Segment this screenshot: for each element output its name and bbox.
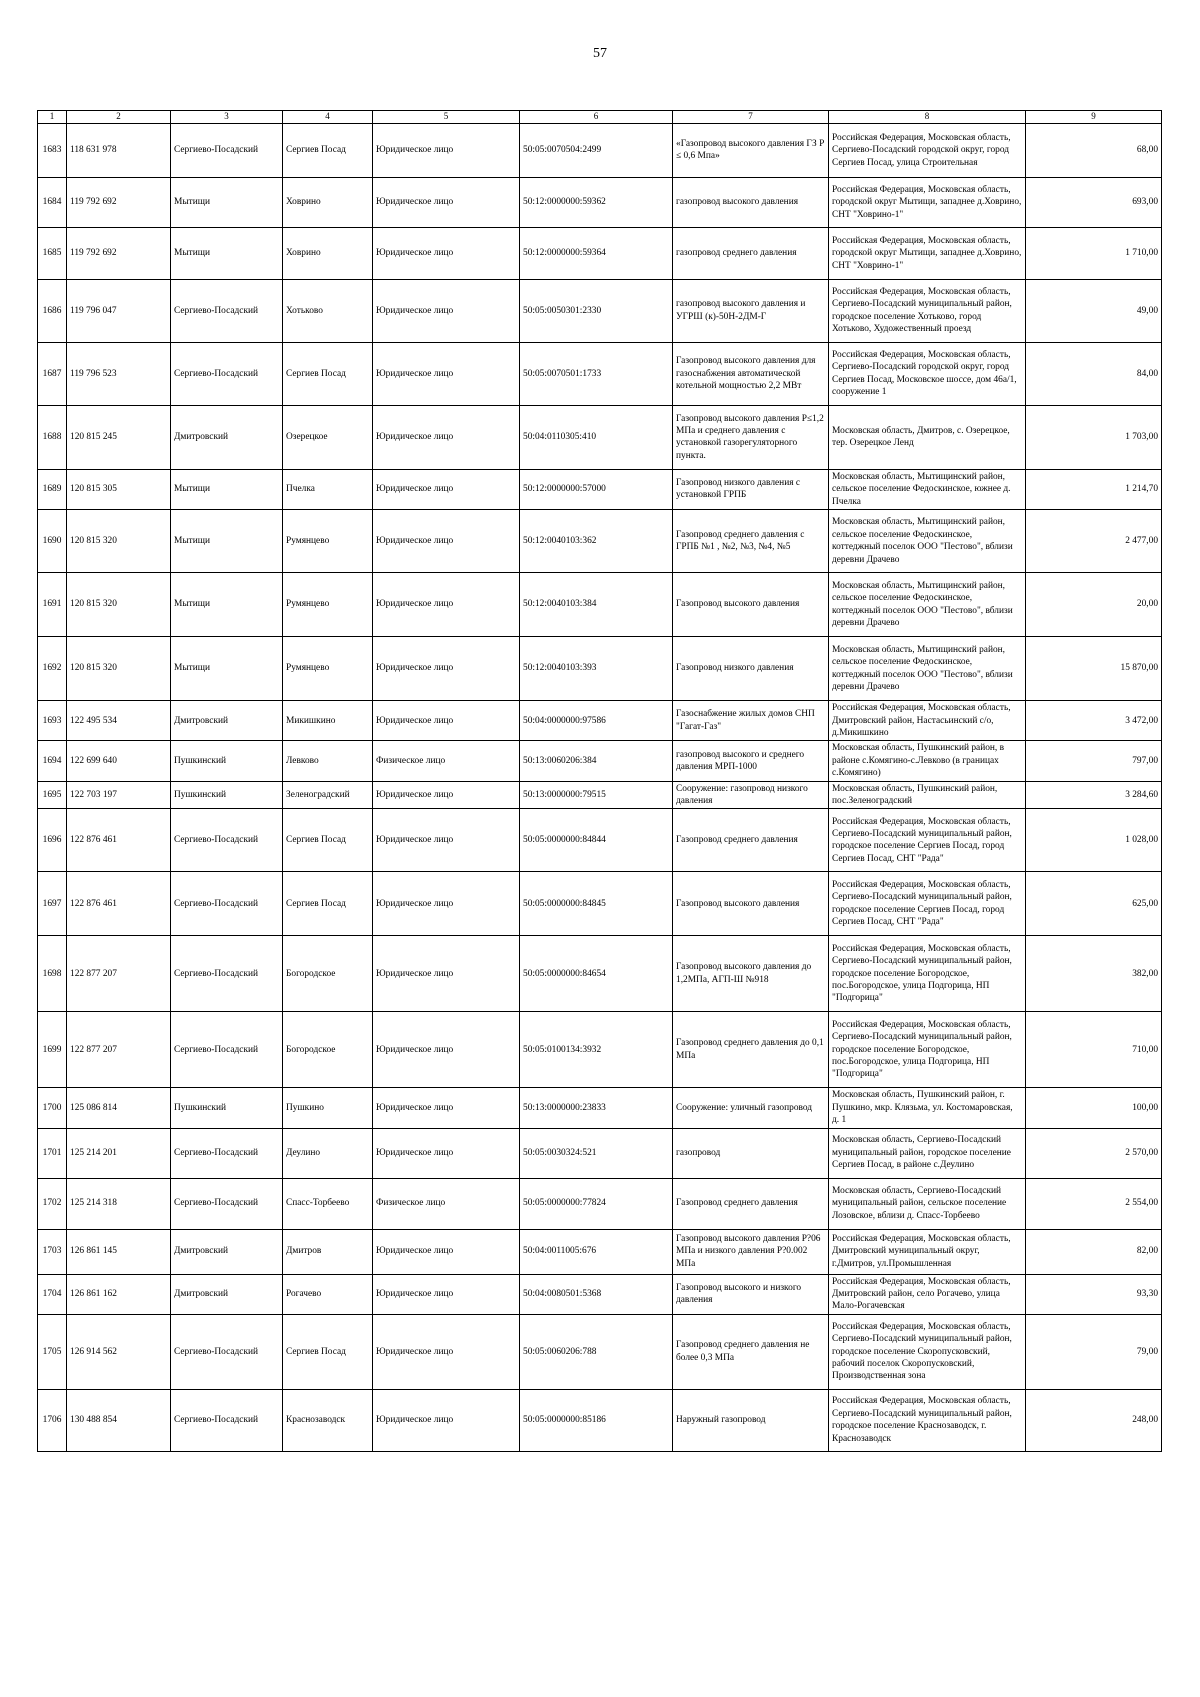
cadastral-number-cell: 50:05:0000000:84654 [520,936,673,1012]
column-header: 6 [520,111,673,124]
code-cell: 122 703 197 [67,781,171,809]
district-cell: Сергиево-Посадский [171,1012,283,1088]
row-number-cell: 1699 [38,1012,67,1088]
locality-cell: Рогачево [283,1274,373,1314]
length-cell: 797,00 [1026,741,1162,781]
column-header: 7 [673,111,829,124]
owner-type-cell: Юридическое лицо [373,510,520,573]
facility-name-cell: Газопровод среднего давления не более 0,3 МПа [673,1314,829,1389]
table-row [38,1389,1162,1451]
facility-name-cell: Газоснабжение жилых домов СНП "Гагат-Газ" [673,701,829,741]
code-cell: 122 877 207 [67,1012,171,1088]
facility-name-cell: газопровод [673,1128,829,1178]
length-cell: 248,00 [1026,1389,1162,1451]
district-cell: Сергиево-Посадский [171,279,283,342]
row-number-cell: 1688 [38,405,67,469]
length-cell: 1 028,00 [1026,809,1162,872]
owner-type-cell: Юридическое лицо [373,936,520,1012]
cadastral-number-cell: 50:04:0110305:410 [520,405,673,469]
code-cell: 120 815 320 [67,573,171,637]
code-cell: 122 876 461 [67,872,171,936]
address-cell: Московская область, Пушкинский район, в районе с.Комягино-с.Левково (в границах с.Комягино) [829,741,1026,781]
locality-cell: Пчелка [283,469,373,509]
row-number-cell: 1690 [38,510,67,573]
owner-type-cell: Юридическое лицо [373,781,520,809]
owner-type-cell: Юридическое лицо [373,701,520,741]
column-header: 5 [373,111,520,124]
length-cell: 1 710,00 [1026,227,1162,279]
facility-name-cell: газопровод высокого давления и УГРШ (к)-50Н-2ДМ-Г [673,279,829,342]
facility-name-cell: Наружный газопровод [673,1389,829,1451]
code-cell: 120 815 245 [67,405,171,469]
code-cell: 122 699 640 [67,741,171,781]
column-header: 4 [283,111,373,124]
locality-cell: Сергиев Посад [283,809,373,872]
length-cell: 2 570,00 [1026,1128,1162,1178]
address-cell: Российская Федерация, Московская область, Сергиево-Посадский муниципальный район, городское поселение Краснозаводск, г. Краснозаводск [829,1389,1026,1451]
table-row [38,781,1162,809]
locality-cell: Богородское [283,936,373,1012]
address-cell: Московская область, Сергиево-Посадский муниципальный район, городское поселение Сергиев Посад, в районе с.Деулино [829,1128,1026,1178]
table-row [38,1178,1162,1229]
district-cell: Сергиево-Посадский [171,1389,283,1451]
district-cell: Мытищи [171,510,283,573]
locality-cell: Богородское [283,1012,373,1088]
code-cell: 126 861 162 [67,1274,171,1314]
code-cell: 120 815 305 [67,469,171,509]
table-row [38,701,1162,741]
row-number-cell: 1697 [38,872,67,936]
locality-cell: Озерецкое [283,405,373,469]
length-cell: 68,00 [1026,123,1162,177]
table-row [38,123,1162,177]
row-number-cell: 1701 [38,1128,67,1178]
district-cell: Сергиево-Посадский [171,872,283,936]
district-cell: Сергиево-Посадский [171,1314,283,1389]
column-header: 9 [1026,111,1162,124]
length-cell: 20,00 [1026,573,1162,637]
facility-name-cell: Газопровод высокого давления [673,872,829,936]
code-cell: 122 877 207 [67,936,171,1012]
owner-type-cell: Физическое лицо [373,1178,520,1229]
address-cell: Московская область, Мытищинский район, сельское поселение Федоскинское, коттеджный поселок ООО "Пестово", вблизи деревни Драчево [829,510,1026,573]
locality-cell: Румянцево [283,573,373,637]
row-number-cell: 1685 [38,227,67,279]
table-header-row [38,111,1162,124]
address-cell: Российская Федерация, Московская область, Сергиево-Посадский муниципальный район, городское поселение Сергиев Посад, город Сергиев Посад, СНТ "Рада" [829,809,1026,872]
locality-cell: Ховрино [283,177,373,227]
cadastral-number-cell: 50:12:0000000:59364 [520,227,673,279]
length-cell: 2 554,00 [1026,1178,1162,1229]
owner-type-cell: Юридическое лицо [373,637,520,701]
locality-cell: Румянцево [283,637,373,701]
row-number-cell: 1698 [38,936,67,1012]
length-cell: 79,00 [1026,1314,1162,1389]
owner-type-cell: Юридическое лицо [373,177,520,227]
locality-cell: Левково [283,741,373,781]
locality-cell: Зеленоградский [283,781,373,809]
length-cell: 49,00 [1026,279,1162,342]
district-cell: Мытищи [171,573,283,637]
facility-name-cell: Газопровод среднего давления с ГРПБ №1 , №2, №3, №4, №5 [673,510,829,573]
column-header: 2 [67,111,171,124]
district-cell: Пушкинский [171,1088,283,1128]
code-cell: 122 495 534 [67,701,171,741]
owner-type-cell: Юридическое лицо [373,1274,520,1314]
address-cell: Российская Федерация, Московская область, Сергиево-Посадский муниципальный район, городское поселение Хотьково, город Хотьково, Художественный проезд [829,279,1026,342]
district-cell: Сергиево-Посадский [171,1178,283,1229]
row-number-cell: 1684 [38,177,67,227]
district-cell: Сергиево-Посадский [171,936,283,1012]
length-cell: 693,00 [1026,177,1162,227]
cadastral-number-cell: 50:05:0000000:77824 [520,1178,673,1229]
locality-cell: Сергиев Посад [283,342,373,405]
code-cell: 126 861 145 [67,1229,171,1274]
district-cell: Сергиево-Посадский [171,1128,283,1178]
address-cell: Московская область, Мытищинский район, сельское поселение Федоскинское, коттеджный поселок ООО "Пестово", вблизи деревни Драчево [829,573,1026,637]
code-cell: 120 815 320 [67,637,171,701]
table-row [38,809,1162,872]
facility-name-cell: Сооружение: уличный газопровод [673,1088,829,1128]
code-cell: 125 214 201 [67,1128,171,1178]
owner-type-cell: Физическое лицо [373,741,520,781]
address-cell: Российская Федерация, Московская область, Сергиево-Посадский муниципальный район, городское поселение Сергиев Посад, город Сергиев Посад, СНТ "Рада" [829,872,1026,936]
address-cell: Российская Федерация, Московская область, Сергиево-Посадский городской округ, город Сергиев Посад, улица Строительная [829,123,1026,177]
owner-type-cell: Юридическое лицо [373,809,520,872]
row-number-cell: 1706 [38,1389,67,1451]
code-cell: 119 792 692 [67,227,171,279]
district-cell: Пушкинский [171,781,283,809]
code-cell: 119 796 047 [67,279,171,342]
facility-name-cell: Газопровод низкого давления [673,637,829,701]
cadastral-number-cell: 50:13:0000000:79515 [520,781,673,809]
column-header: 8 [829,111,1026,124]
district-cell: Дмитровский [171,1229,283,1274]
table-row [38,1229,1162,1274]
facility-name-cell: газопровод высокого и среднего давления МРП-1000 [673,741,829,781]
registry-table [37,110,1162,1452]
cadastral-number-cell: 50:13:0060206:384 [520,741,673,781]
address-cell: Российская Федерация, Московская область, Дмитровский район, Настасьинский с/о, д.Микишкино [829,701,1026,741]
owner-type-cell: Юридическое лицо [373,1389,520,1451]
table-row [38,227,1162,279]
cadastral-number-cell: 50:12:0000000:57000 [520,469,673,509]
owner-type-cell: Юридическое лицо [373,469,520,509]
row-number-cell: 1700 [38,1088,67,1128]
facility-name-cell: Газопровод высокого давления для газоснабжения автоматической котельной мощностью 2,2 МВт [673,342,829,405]
facility-name-cell: Газопровод среднего давления до 0,1 МПа [673,1012,829,1088]
facility-name-cell: газопровод среднего давления [673,227,829,279]
table-row [38,1314,1162,1389]
row-number-cell: 1693 [38,701,67,741]
code-cell: 126 914 562 [67,1314,171,1389]
locality-cell: Краснозаводск [283,1389,373,1451]
cadastral-number-cell: 50:12:0040103:384 [520,573,673,637]
row-number-cell: 1703 [38,1229,67,1274]
length-cell: 15 870,00 [1026,637,1162,701]
length-cell: 3 472,00 [1026,701,1162,741]
address-cell: Московская область, Мытищинский район, сельское поселение Федоскинское, коттеджный поселок ООО "Пестово", вблизи деревни Драчево [829,637,1026,701]
row-number-cell: 1687 [38,342,67,405]
table-row [38,573,1162,637]
row-number-cell: 1689 [38,469,67,509]
row-number-cell: 1694 [38,741,67,781]
locality-cell: Румянцево [283,510,373,573]
locality-cell: Сергиев Посад [283,1314,373,1389]
cadastral-number-cell: 50:12:0040103:393 [520,637,673,701]
cadastral-number-cell: 50:04:0011005:676 [520,1229,673,1274]
row-number-cell: 1691 [38,573,67,637]
owner-type-cell: Юридическое лицо [373,1012,520,1088]
address-cell: Российская Федерация, Московская область, Сергиево-Посадский муниципальный район, городское поселение Скоропусковский, рабочий поселок Скоропусковский, Производственная зона [829,1314,1026,1389]
table-row [38,872,1162,936]
cadastral-number-cell: 50:05:0000000:84845 [520,872,673,936]
address-cell: Российская Федерация, Московская область, Дмитровский муниципальный округ, г.Дмитров, ул.Промышленная [829,1229,1026,1274]
code-cell: 125 214 318 [67,1178,171,1229]
address-cell: Московская область, Пушкинский район, г. Пушкино, мкр. Клязьма, ул. Костомаровская, д. 1 [829,1088,1026,1128]
cadastral-number-cell: 50:05:0100134:3932 [520,1012,673,1088]
cadastral-number-cell: 50:05:0000000:84844 [520,809,673,872]
table-row [38,1128,1162,1178]
table-row [38,279,1162,342]
district-cell: Дмитровский [171,701,283,741]
length-cell: 1 703,00 [1026,405,1162,469]
row-number-cell: 1705 [38,1314,67,1389]
address-cell: Российская Федерация, Московская область, Сергиево-Посадский городской округ, город Сергиев Посад, Московское шоссе, дом 46а/1, сооружение 1 [829,342,1026,405]
address-cell: Российская Федерация, Московская область, Дмитровский район, село Рогачево, улица Мало-Рогачевская [829,1274,1026,1314]
cadastral-number-cell: 50:05:0050301:2330 [520,279,673,342]
owner-type-cell: Юридическое лицо [373,405,520,469]
table-row [38,936,1162,1012]
owner-type-cell: Юридическое лицо [373,1314,520,1389]
facility-name-cell: Газопровод высокого давления P≤1,2 МПа и среднего давления с установкой газорегуляторного пункта. [673,405,829,469]
column-header: 1 [38,111,67,124]
address-cell: Московская область, Дмитров, с. Озерецкое, тер. Озерецкое Ленд [829,405,1026,469]
facility-name-cell: Газопровод высокого и низкого давления [673,1274,829,1314]
address-cell: Московская область, Сергиево-Посадский муниципальный район, сельское поселение Лозовское, вблизи д. Спасс-Торбеево [829,1178,1026,1229]
table-row [38,342,1162,405]
facility-name-cell: газопровод высокого давления [673,177,829,227]
facility-name-cell: Газопровод высокого давления [673,573,829,637]
facility-name-cell: Газопровод среднего давления [673,809,829,872]
code-cell: 120 815 320 [67,510,171,573]
length-cell: 82,00 [1026,1229,1162,1274]
locality-cell: Дмитров [283,1229,373,1274]
address-cell: Российская Федерация, Московская область, Сергиево-Посадский муниципальный район, городское поселение Богородское, пос.Богородское, улица Подгорица, НП "Подгорица" [829,1012,1026,1088]
length-cell: 93,30 [1026,1274,1162,1314]
row-number-cell: 1695 [38,781,67,809]
locality-cell: Сергиев Посад [283,123,373,177]
locality-cell: Спасс-Торбеево [283,1178,373,1229]
district-cell: Дмитровский [171,1274,283,1314]
facility-name-cell: Газопровод среднего давления [673,1178,829,1229]
district-cell: Мытищи [171,227,283,279]
cadastral-number-cell: 50:12:0040103:362 [520,510,673,573]
code-cell: 118 631 978 [67,123,171,177]
district-cell: Сергиево-Посадский [171,123,283,177]
cadastral-number-cell: 50:05:0000000:85186 [520,1389,673,1451]
cadastral-number-cell: 50:12:0000000:59362 [520,177,673,227]
row-number-cell: 1692 [38,637,67,701]
address-cell: Российская Федерация, Московская область, Сергиево-Посадский муниципальный район, городское поселение Богородское, пос.Богородское, улица Подгорица, НП "Подгорица" [829,936,1026,1012]
length-cell: 710,00 [1026,1012,1162,1088]
facility-name-cell: «Газопровод высокого давления ГЗ Р ≤ 0,6 Мпа» [673,123,829,177]
table-row [38,177,1162,227]
length-cell: 2 477,00 [1026,510,1162,573]
cadastral-number-cell: 50:13:0000000:23833 [520,1088,673,1128]
owner-type-cell: Юридическое лицо [373,279,520,342]
table-row [38,405,1162,469]
page-number: 57 [593,46,607,61]
row-number-cell: 1702 [38,1178,67,1229]
table-body [38,123,1162,1451]
address-cell: Московская область, Пушкинский район, пос.Зеленоградский [829,781,1026,809]
address-cell: Российская Федерация, Московская область, городской округ Мытищи, западнее д.Ховрино, СНТ "Ховрино-1" [829,177,1026,227]
owner-type-cell: Юридическое лицо [373,227,520,279]
code-cell: 122 876 461 [67,809,171,872]
row-number-cell: 1696 [38,809,67,872]
owner-type-cell: Юридическое лицо [373,342,520,405]
row-number-cell: 1686 [38,279,67,342]
length-cell: 1 214,70 [1026,469,1162,509]
table-row [38,637,1162,701]
cadastral-number-cell: 50:05:0070504:2499 [520,123,673,177]
table-row [38,469,1162,509]
code-cell: 119 792 692 [67,177,171,227]
owner-type-cell: Юридическое лицо [373,1088,520,1128]
locality-cell: Микишкино [283,701,373,741]
row-number-cell: 1683 [38,123,67,177]
table-row [38,510,1162,573]
district-cell: Мытищи [171,637,283,701]
length-cell: 3 284,60 [1026,781,1162,809]
owner-type-cell: Юридическое лицо [373,573,520,637]
locality-cell: Деулино [283,1128,373,1178]
facility-name-cell: Газопровод высокого давления до 1,2МПа, АГП-Ш №918 [673,936,829,1012]
cadastral-number-cell: 50:05:0060206:788 [520,1314,673,1389]
district-cell: Сергиево-Посадский [171,342,283,405]
locality-cell: Пушкино [283,1088,373,1128]
column-header: 3 [171,111,283,124]
table-row [38,1088,1162,1128]
length-cell: 625,00 [1026,872,1162,936]
facility-name-cell: Газопровод высокого давления P?06 МПа и низкого давления P?0.002 МПа [673,1229,829,1274]
table-row [38,1012,1162,1088]
district-cell: Мытищи [171,469,283,509]
cadastral-number-cell: 50:04:0000000:97586 [520,701,673,741]
length-cell: 84,00 [1026,342,1162,405]
row-number-cell: 1704 [38,1274,67,1314]
length-cell: 100,00 [1026,1088,1162,1128]
locality-cell: Хотьково [283,279,373,342]
code-cell: 119 796 523 [67,342,171,405]
owner-type-cell: Юридическое лицо [373,872,520,936]
code-cell: 130 488 854 [67,1389,171,1451]
locality-cell: Сергиев Посад [283,872,373,936]
district-cell: Дмитровский [171,405,283,469]
owner-type-cell: Юридическое лицо [373,1229,520,1274]
cadastral-number-cell: 50:05:0030324:521 [520,1128,673,1178]
cadastral-number-cell: 50:04:0080501:5368 [520,1274,673,1314]
table-row [38,1274,1162,1314]
code-cell: 125 086 814 [67,1088,171,1128]
owner-type-cell: Юридическое лицо [373,1128,520,1178]
facility-name-cell: Газопровод низкого давления с установкой ГРПБ [673,469,829,509]
district-cell: Сергиево-Посадский [171,809,283,872]
owner-type-cell: Юридическое лицо [373,123,520,177]
address-cell: Российская Федерация, Московская область, городской округ Мытищи, западнее д.Ховрино, СНТ "Ховрино-1" [829,227,1026,279]
district-cell: Пушкинский [171,741,283,781]
length-cell: 382,00 [1026,936,1162,1012]
address-cell: Московская область, Мытищинский район, сельское поселение Федоскинское, южнее д. Пчелка [829,469,1026,509]
locality-cell: Ховрино [283,227,373,279]
facility-name-cell: Сооружение: газопровод низкого давления [673,781,829,809]
table-row [38,741,1162,781]
cadastral-number-cell: 50:05:0070501:1733 [520,342,673,405]
district-cell: Мытищи [171,177,283,227]
